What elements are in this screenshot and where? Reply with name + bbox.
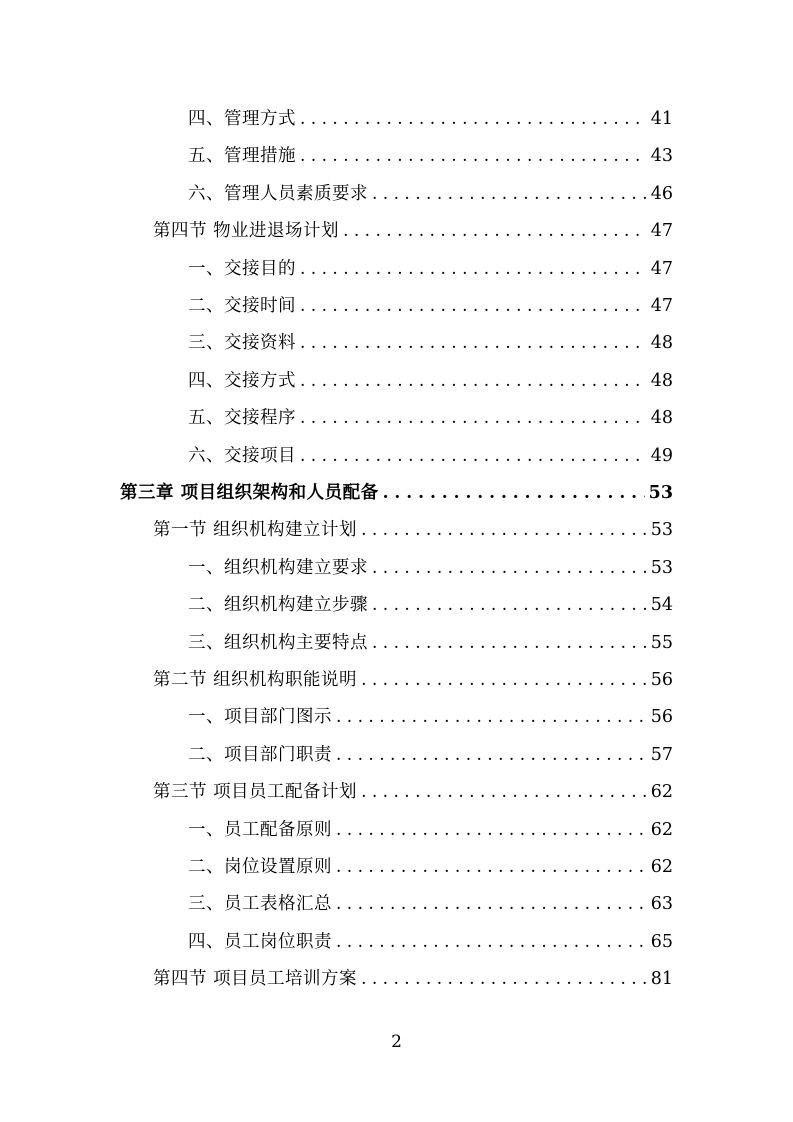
toc-subsection-entry[interactable] [188, 816, 673, 844]
toc-subsection-entry[interactable] [188, 629, 673, 657]
toc-entry-page: 53 [650, 520, 673, 541]
toc-entry-page: 53 [650, 557, 673, 578]
toc-entry-page: 41 [650, 109, 673, 129]
toc-dot-leader [343, 217, 647, 245]
toc-entry-page: 49 [650, 445, 673, 466]
toc-entry-page: 53 [648, 483, 673, 503]
page-number: 2 [391, 1032, 402, 1052]
toc-subsection-entry[interactable] [188, 404, 673, 432]
toc-entry-label: 二、组织机构建立步骤 [188, 595, 368, 616]
toc-entry-page: 65 [650, 931, 673, 952]
toc-entry-page: 47 [650, 258, 673, 279]
toc-subsection-entry[interactable] [188, 741, 673, 769]
toc-entry-page: 56 [650, 707, 673, 728]
toc-subsection-entry[interactable] [188, 853, 673, 881]
toc-entry-label: 六、管理人员素质要求 [188, 183, 368, 204]
toc-dot-leader [361, 516, 647, 544]
toc-entry-label: 第四节 项目员工培训方案 [153, 969, 358, 990]
toc-entry-label: 一、组织机构建立要求 [188, 557, 368, 578]
toc-entry-page: 57 [650, 744, 673, 765]
toc-entry-page: 48 [650, 370, 673, 391]
toc-entry-page: 55 [650, 632, 673, 653]
toc-entry-label: 二、岗位设置原则 [188, 857, 332, 877]
toc-entry-label: 四、交接方式 [188, 370, 296, 391]
toc-dot-leader [383, 479, 645, 507]
toc-subsection-entry[interactable] [188, 442, 673, 470]
toc-entry-page: 62 [650, 857, 673, 877]
toc-section-entry[interactable] [153, 965, 673, 993]
toc-subsection-entry[interactable] [188, 105, 673, 133]
toc-entry-label: 二、项目部门职责 [188, 744, 332, 765]
toc-entry-label: 三、组织机构主要特点 [188, 632, 368, 653]
toc-dot-leader [361, 666, 647, 694]
toc-dot-leader [336, 741, 647, 769]
toc-subsection-entry[interactable] [188, 928, 673, 956]
toc-dot-leader [361, 965, 647, 993]
toc-subsection-entry[interactable] [188, 142, 673, 170]
toc-dot-leader [300, 142, 647, 170]
toc-subsection-entry[interactable] [188, 554, 673, 582]
toc-entry-label: 三、交接资料 [188, 333, 296, 354]
toc-dot-leader [336, 853, 647, 881]
toc-dot-leader [300, 255, 647, 283]
toc-entry-page: 63 [650, 894, 673, 915]
toc-dot-leader [300, 105, 647, 133]
toc-dot-leader [300, 442, 647, 470]
toc-section-entry[interactable] [153, 666, 673, 694]
toc-dot-leader [372, 629, 647, 657]
toc-entry-page: 47 [650, 221, 673, 242]
toc-entry-page: 56 [650, 670, 673, 690]
toc-section-entry[interactable] [153, 516, 673, 544]
toc-entry-label: 第三章 项目组织架构和人员配备 [120, 483, 379, 503]
toc-entry-label: 一、员工配备原则 [188, 819, 332, 840]
toc-chapter-entry[interactable] [120, 479, 673, 507]
toc-dot-leader [336, 703, 647, 731]
toc-entry-page: 48 [650, 333, 673, 354]
toc-dot-leader [372, 591, 647, 619]
toc-subsection-entry[interactable] [188, 367, 673, 395]
toc-section-entry[interactable] [153, 778, 673, 806]
toc-entry-label: 五、交接程序 [188, 408, 296, 429]
toc-dot-leader [336, 890, 647, 918]
toc-dot-leader [372, 180, 647, 208]
toc-entry-label: 四、管理方式 [188, 109, 296, 129]
toc-entry-label: 三、员工表格汇总 [188, 894, 332, 915]
toc-entry-label: 四、员工岗位职责 [188, 931, 332, 952]
toc-entry-label: 第二节 组织机构职能说明 [153, 670, 358, 690]
toc-dot-leader [300, 367, 647, 395]
toc-dot-leader [361, 778, 647, 806]
toc-entry-label: 一、交接目的 [188, 258, 296, 279]
toc-entry-label: 一、项目部门图示 [188, 707, 332, 728]
toc-subsection-entry[interactable] [188, 703, 673, 731]
toc-subsection-entry[interactable] [188, 255, 673, 283]
toc-entry-page: 62 [650, 782, 673, 803]
toc-entry-label: 五、管理措施 [188, 146, 296, 167]
toc-subsection-entry[interactable] [188, 591, 673, 619]
toc-subsection-entry[interactable] [188, 890, 673, 918]
toc-entry-page: 46 [650, 183, 673, 204]
toc-entry-page: 48 [650, 408, 673, 429]
toc-entry-page: 81 [650, 969, 673, 990]
toc-entry-label: 第四节 物业进退场计划 [153, 221, 340, 242]
toc-dot-leader [300, 292, 647, 320]
toc-entry-page: 54 [650, 595, 673, 616]
toc-entry-label: 六、交接项目 [188, 445, 296, 466]
toc-entry-label: 第一节 组织机构建立计划 [153, 520, 358, 541]
toc-entry-page: 47 [650, 296, 673, 316]
toc-dot-leader [300, 404, 647, 432]
toc-entry-page: 43 [650, 146, 673, 167]
toc-entry-page: 62 [650, 819, 673, 840]
toc-dot-leader [300, 329, 647, 357]
toc-subsection-entry[interactable] [188, 180, 673, 208]
toc-subsection-entry[interactable] [188, 329, 673, 357]
toc-entry-label: 第三节 项目员工配备计划 [153, 782, 358, 803]
toc-section-entry[interactable] [153, 217, 673, 245]
toc-dot-leader [372, 554, 647, 582]
toc-dot-leader [336, 928, 647, 956]
toc-dot-leader [336, 816, 647, 844]
toc-entry-label: 二、交接时间 [188, 296, 296, 316]
toc-subsection-entry[interactable] [188, 292, 673, 320]
